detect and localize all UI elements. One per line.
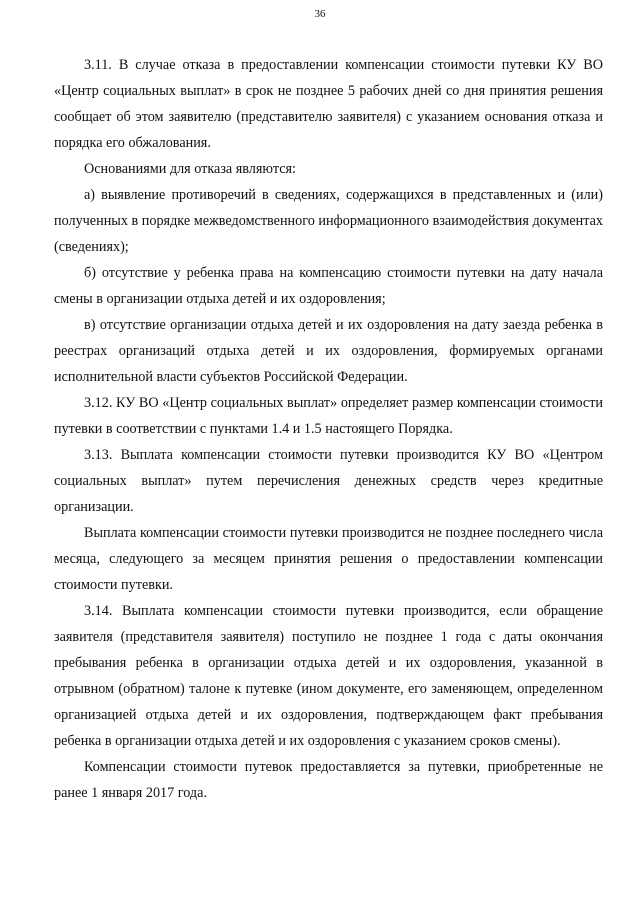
paragraph-refusal-grounds-intro: Основаниями для отказа являются: xyxy=(84,161,296,177)
paragraph-3-11: 3.11. В случае отказа в предоставлении компенсации стоимости путевки КУ ВО «Центр социальных выплат» в срок не позднее 5 рабочих дней со дня принятия решения сообщает об этом заявителю (представителю заявителя) с указанием основания отказа и порядка его обжалования. xyxy=(54,57,603,151)
paragraph-ground-a: а) выявление противоречий в сведениях, содержащихся в представленных и (или) полученных в порядке межведомственного информационного взаимодействия документах (сведениях); xyxy=(54,187,603,255)
page-number: 36 xyxy=(314,8,326,20)
paragraph-payment-deadline: Выплата компенсации стоимости путевки производится не позднее последнего числа месяца, следующего за месяцем принятия решения о предоставлении компенсации стоимости путевки. xyxy=(54,525,603,593)
paragraph-3-12: 3.12. КУ ВО «Центр социальных выплат» определяет размер компенсации стоимости путевки в соответствии с пунктами 1.4 и 1.5 настоящего Порядка. xyxy=(54,395,603,437)
paragraph-ground-b: б) отсутствие у ребенка права на компенсацию стоимости путевки на дату начала смены в организации отдыха детей и их оздоровления; xyxy=(54,265,603,307)
paragraph-3-13: 3.13. Выплата компенсации стоимости путевки производится КУ ВО «Центром социальных выплат» путем перечисления денежных средств через кредитные организации. xyxy=(54,447,603,515)
paragraph-3-14: 3.14. Выплата компенсации стоимости путевки производится, если обращение заявителя (представителя заявителя) поступило не позднее 1 года с даты окончания пребывания ребенка в организации отдыха детей и их оздоровления, указанной в отрывном (обратном) талоне к путевке (ином документе, его заменяющем, определенном организацией отдыха детей и их оздоровления, подтверждающем факт пребывания ребенка в организации отдыха детей и их оздоровления с указанием сроков смены). xyxy=(54,603,603,749)
document-body xyxy=(54,52,603,806)
paragraph-ground-c: в) отсутствие организации отдыха детей и их оздоровления на дату заезда ребенка в реестрах организаций отдыха детей и их оздоровления, формируемых органами исполнительной власти субъектов Российской Федерации. xyxy=(54,317,603,385)
paragraph-eligible-vouchers: Компенсации стоимости путевок предоставляется за путевки, приобретенные не ранее 1 января 2017 года. xyxy=(54,759,603,801)
